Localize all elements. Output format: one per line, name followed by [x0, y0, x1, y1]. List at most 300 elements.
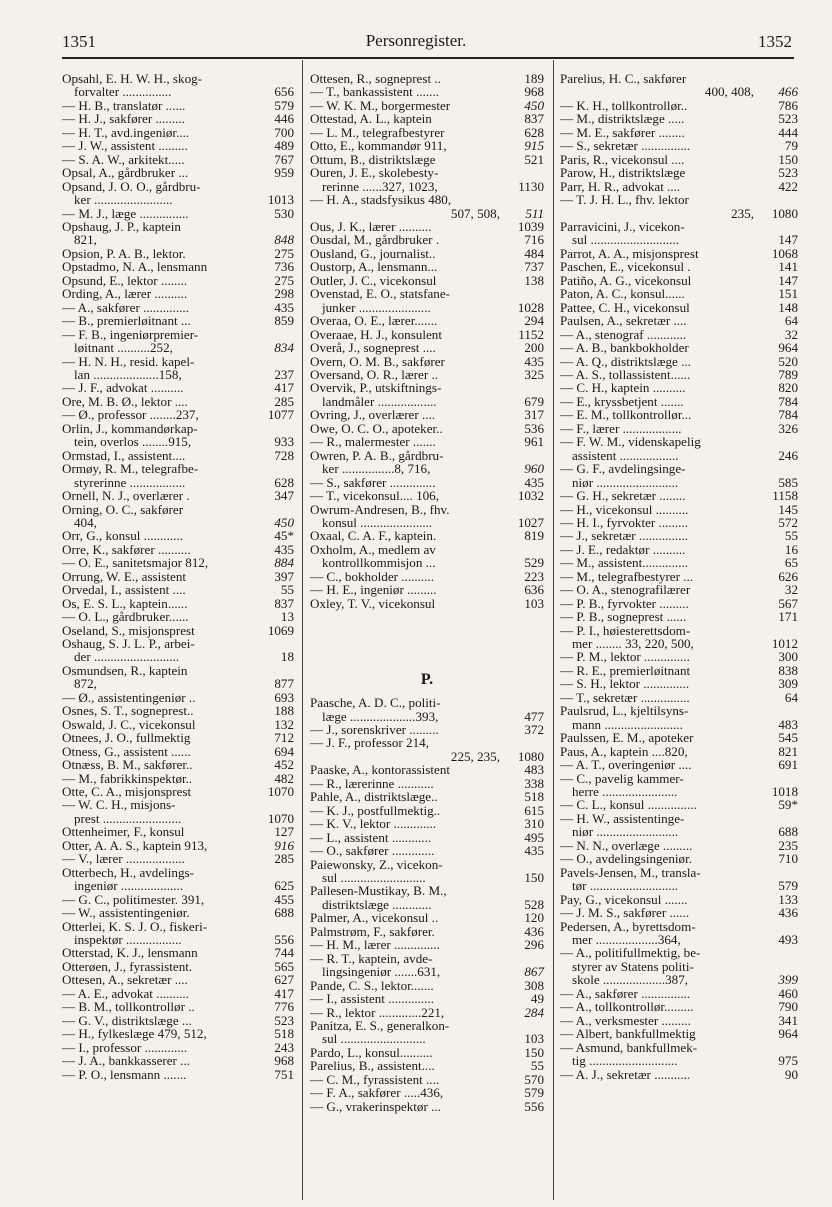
register-entry	[62, 1014, 294, 1027]
register-entry	[560, 1027, 798, 1040]
entry-text: Orvedal, I., assistent ....	[62, 582, 186, 598]
entry-page-number: 536	[524, 420, 544, 436]
register-entry	[560, 1068, 798, 1081]
entry-page-number: 1032	[517, 488, 544, 504]
register-entry	[62, 422, 294, 449]
entry-page-number: 326	[778, 420, 798, 436]
register-entry	[310, 992, 544, 1005]
entry-text: — A., politifullmektig, be- styrer av Statens politi- skole ...................387,	[560, 945, 701, 988]
entry-text: Ottum, B., distriktslæge	[310, 151, 436, 167]
entry-text: Paris, R., vicekonsul ....	[560, 151, 685, 167]
register-entry	[62, 960, 294, 973]
entry-page-number: 141	[778, 259, 798, 275]
entry-text: — P. I., høiesterettsdom- mer ........ 33, 220, 500,	[560, 622, 694, 652]
entry-page-number: 171	[778, 609, 798, 625]
entry-page-number: 59*	[778, 797, 798, 813]
register-entry	[560, 408, 798, 421]
entry-text: Opsund, E., lektor ........	[62, 272, 188, 288]
entry-page-number: 237	[274, 366, 294, 382]
entry-page-number: 820	[778, 380, 798, 396]
register-entry	[560, 893, 798, 906]
entry-page-number: 790	[778, 999, 798, 1015]
entry-page-number: 877	[274, 676, 294, 692]
register-entry	[560, 597, 798, 610]
entry-page-number: 1027	[517, 514, 544, 530]
register-entry	[62, 112, 294, 125]
register-entry	[310, 1059, 544, 1072]
entry-page-number: 435	[274, 541, 294, 557]
entry-text: Paschen, E., vicekonsul .	[560, 259, 691, 275]
entry-text: — M. J., læge ...............	[62, 205, 189, 221]
entry-text: — H., fylkeslæge 479, 512,	[62, 1026, 207, 1042]
register-entry	[310, 435, 544, 448]
entry-text: — P. B., fyrvokter .........	[560, 595, 689, 611]
entry-page-number: 466	[778, 84, 798, 100]
register-entry	[560, 920, 798, 947]
entry-page-number: 1013	[267, 192, 294, 208]
entry-text: Opsion, P. A. B., lektor.	[62, 245, 186, 261]
entry-page-number: 691	[778, 757, 798, 773]
register-entry	[62, 301, 294, 314]
entry-page-number: 693	[274, 689, 294, 705]
entry-text: Opstadmo, N. A., lensmann	[62, 259, 208, 275]
entry-text: Pallesen-Mustikay, B. M., distriktslæge ............	[310, 883, 447, 912]
entry-text: — I., professor .............	[62, 1039, 188, 1055]
entry-text: — H. A., stadsfysikus 480,	[310, 192, 452, 208]
entry-text: — G. H., sekretær ........	[560, 488, 686, 504]
entry-page-number: 1028	[517, 299, 544, 315]
register-entry	[62, 153, 294, 166]
register-entry	[560, 677, 798, 690]
register-entry	[560, 772, 798, 799]
register-entry	[310, 220, 544, 233]
entry-page-number: 821	[778, 743, 798, 759]
entry-page-number: 145	[778, 501, 798, 517]
entry-page-number: 710	[778, 851, 798, 867]
register-entry	[310, 583, 544, 596]
entry-text: — B., premierløitnant ...	[62, 313, 191, 329]
register-entry	[310, 341, 544, 354]
spacer	[310, 636, 544, 662]
register-entry	[62, 166, 294, 179]
register-entry	[560, 583, 798, 596]
entry-text: Ousdal, M., gårdbruker .	[310, 232, 440, 248]
entry-page-number: 482	[274, 770, 294, 786]
register-entry	[310, 247, 544, 260]
entry-text: Ottenheimer, F., konsul	[62, 824, 185, 840]
entry-text: Oxholm, A., medlem av kontrollkommisjon ...	[310, 541, 436, 571]
register-entry	[310, 476, 544, 489]
register-entry	[560, 422, 798, 435]
entry-page-number: 452	[274, 757, 294, 773]
entry-text: — R. E., premierløitnant	[560, 662, 691, 678]
entry-text: — I., assistent ..............	[310, 991, 435, 1007]
register-entry	[560, 624, 798, 651]
entry-page-number: 784	[778, 407, 798, 423]
register-entry	[62, 274, 294, 287]
register-entry	[62, 489, 294, 502]
entry-text: — J., sorenskriver .........	[310, 722, 439, 738]
register-entry	[310, 925, 544, 938]
entry-page-number: 736	[274, 259, 294, 275]
register-entry	[560, 462, 798, 489]
entry-text: Paus, A., kaptein ....820,	[560, 743, 688, 759]
register-entry	[560, 516, 798, 529]
entry-text: Paasche, A. D. C., politi- læge ....................393,	[310, 695, 441, 724]
entry-page-number: 450	[274, 514, 294, 530]
entry-text: Ousland, G., journalist..	[310, 245, 436, 261]
entry-page-number: 397	[274, 568, 294, 584]
register-entry	[560, 368, 798, 381]
register-entry	[310, 99, 544, 112]
entry-page-number: 150	[524, 1044, 544, 1060]
register-entry	[560, 503, 798, 516]
register-entry	[560, 381, 798, 394]
entry-page-number: 776	[274, 999, 294, 1015]
entry-text: — H. T., avd.ingeniør....	[62, 124, 190, 140]
register-entry	[560, 220, 798, 247]
register-entry	[310, 696, 544, 723]
entry-text: Pardo, L., konsul..........	[310, 1044, 433, 1060]
entry-text: Opshaug, J. P., kaptein 821,	[62, 218, 181, 248]
entry-text: — F., lærer ..................	[560, 420, 682, 436]
entry-text: Oustorp, A., lensmann...	[310, 259, 438, 275]
entry-page-number: 529	[524, 555, 544, 571]
register-entry	[62, 785, 294, 798]
entry-page-number: 1130	[518, 178, 544, 194]
register-entry	[62, 1027, 294, 1040]
entry-page-number: 716	[524, 232, 544, 248]
entry-page-number: 417	[274, 380, 294, 396]
entry-page-number: 960	[524, 461, 544, 477]
entry-page-number: 399	[778, 972, 798, 988]
entry-text: — A. J., sekretær ...........	[560, 1066, 691, 1082]
entry-page-number: 626	[778, 568, 798, 584]
entry-page-number: 628	[274, 474, 294, 490]
entry-text: — W., assistentingeniør.	[62, 905, 190, 921]
entry-page-number: 147	[778, 272, 798, 288]
register-entry	[310, 274, 544, 287]
register-entry	[62, 973, 294, 986]
entry-page-number: 32	[784, 326, 798, 342]
entry-page-number: 511	[525, 205, 544, 221]
entry-page-number: 975	[778, 1053, 798, 1069]
register-entry	[310, 166, 544, 193]
register-entry	[62, 99, 294, 112]
entry-page-number: 147	[778, 232, 798, 248]
entry-text: — O. A., stenografilærer	[560, 582, 691, 598]
entry-page-number: 567	[778, 595, 798, 611]
entry-text: — F. W. M., videnskapelig assistent ..................	[560, 434, 701, 463]
register-entry	[560, 112, 798, 125]
register-entry	[560, 812, 798, 839]
register-entry	[310, 570, 544, 583]
section-letter: P.	[420, 671, 434, 689]
entry-page-number: 495	[524, 829, 544, 845]
entry-text: — M., assistent..............	[560, 555, 689, 571]
entry-text: — M., fabrikkinspektør..	[62, 770, 193, 786]
register-entry	[560, 691, 798, 704]
entry-page-number: 325	[524, 366, 544, 382]
entry-page-number: 688	[778, 824, 798, 840]
entry-text: — L., assistent ............	[310, 829, 432, 845]
entry-page-number: 570	[524, 1071, 544, 1087]
entry-text: Ottesen, R., sogneprest ..	[310, 71, 441, 86]
entry-page-number: 138	[524, 272, 544, 288]
register-entry	[560, 1041, 798, 1068]
entry-text: Outler, J. C., vicekonsul	[310, 272, 437, 288]
entry-page-number: 49	[530, 991, 544, 1007]
entry-page-number: 275	[274, 272, 294, 288]
entry-text: Orning, O. C., sakfører 404,	[62, 501, 184, 530]
entry-text: — A. T., overingeniør ....	[560, 757, 692, 773]
entry-page-number: 751	[274, 1066, 294, 1082]
register-entry	[62, 745, 294, 758]
entry-text: Paaske, A., kontorassistent	[310, 762, 451, 778]
entry-text: Pattee, C. H., vicekonsul	[560, 299, 690, 315]
register-entry	[62, 1068, 294, 1081]
entry-text: Palmer, A., vicekonsul ..	[310, 910, 439, 926]
entry-text: — Ø., professor ........237,	[62, 407, 199, 423]
entry-page-number: 959	[274, 165, 294, 181]
entry-page-number: 789	[778, 366, 798, 382]
page-title: Personregister.	[365, 31, 467, 50]
entry-text: Pande, C. S., lektor.......	[310, 977, 434, 993]
entry-text: — H. M., lærer ..............	[310, 937, 440, 953]
entry-page-number: 489	[274, 138, 294, 154]
register-entry	[560, 570, 798, 583]
register-entry	[560, 274, 798, 287]
entry-page-number: 55	[280, 582, 294, 598]
register-entry	[62, 825, 294, 838]
register-entry	[310, 153, 544, 166]
entry-page-number: 1080	[517, 748, 544, 764]
entry-text: 235,	[731, 205, 754, 221]
register-entry	[62, 247, 294, 260]
entry-text: — O., avdelingsingeniør.	[560, 851, 693, 867]
entry-page-number: 189	[524, 71, 544, 86]
entry-page-number: 235	[778, 837, 798, 853]
entry-page-number: 455	[274, 891, 294, 907]
entry-text: Parow, H., distriktslæge	[560, 165, 686, 181]
register-entry	[310, 368, 544, 381]
register-entry	[62, 691, 294, 704]
entry-page-number: 1070	[267, 784, 294, 800]
register-entry	[62, 395, 294, 408]
entry-text: Otterlei, K. S. J. O., fiskeri- inspektør .................	[62, 918, 208, 947]
register-entry	[310, 597, 544, 610]
entry-page-number: 968	[274, 1053, 294, 1069]
entry-page-number: 298	[274, 286, 294, 302]
entry-text: — K. H., tollkontrollør..	[560, 97, 688, 113]
register-entry	[310, 126, 544, 139]
entry-page-number: 933	[274, 434, 294, 450]
entry-text: Oversand, O. R., lærer ..	[310, 366, 439, 382]
entry-page-number: 786	[778, 97, 798, 113]
register-entry	[560, 489, 798, 502]
entry-text: — H. J., sakfører .........	[62, 111, 185, 127]
register-entry	[310, 233, 544, 246]
entry-text: Overå, J., sogneprest ....	[310, 340, 436, 356]
entry-text: Oxley, T. V., vicekonsul	[310, 595, 436, 611]
entry-text: Osnes, S. T., sogneprest..	[62, 703, 194, 719]
register-entry	[310, 422, 544, 435]
register-entry	[310, 750, 544, 763]
entry-text: — E. M., tollkontrollør...	[560, 407, 692, 423]
entry-text: Overaae, H. J., konsulent	[310, 326, 442, 342]
entry-page-number: 585	[778, 474, 798, 490]
entry-text: — P. O., lensmann .......	[62, 1066, 187, 1082]
entry-page-number: 32	[784, 582, 798, 598]
entry-text: — C., pavelig kammer- herre .......................	[560, 770, 684, 800]
register-entry	[310, 763, 544, 776]
register-entry	[62, 852, 294, 865]
entry-page-number: 579	[778, 878, 798, 894]
register-entry	[62, 946, 294, 959]
entry-page-number: 627	[274, 972, 294, 988]
entry-page-number: 625	[274, 878, 294, 894]
entry-page-number: 556	[274, 932, 294, 947]
register-entry	[560, 166, 798, 179]
register-entry	[560, 798, 798, 811]
entry-text: — K. J., postfullmektig..	[310, 802, 441, 818]
register-entry	[560, 1014, 798, 1027]
entry-text: Ormstad, I., assistent....	[62, 447, 186, 463]
entry-text: — T., bankassistent .......	[310, 84, 439, 100]
entry-text: Paulsen, A., sekretær ....	[560, 313, 687, 329]
entry-page-number: 79	[784, 138, 798, 154]
entry-page-number: 435	[524, 474, 544, 490]
register-entry	[62, 597, 294, 610]
register-entry	[560, 180, 798, 193]
register-entry	[560, 852, 798, 865]
entry-text: — A., sakfører ..............	[62, 299, 189, 315]
entry-text: — G., vrakerinspektør ...	[310, 1098, 441, 1114]
entry-text: — J. E., redaktør ..........	[560, 541, 686, 557]
entry-text: — H. I., fyrvokter .........	[560, 514, 689, 530]
entry-text: Parrot, A. A., misjonsprest	[560, 245, 699, 261]
entry-text: Otter, A. A. S., kaptein 913,	[62, 837, 208, 853]
register-entry	[310, 543, 544, 570]
entry-page-number: 284	[524, 1004, 544, 1020]
entry-text: Ovring, J., overlærer ....	[310, 407, 436, 423]
entry-text: Ording, A., lærer ..........	[62, 286, 188, 302]
register-entry	[560, 260, 798, 273]
entry-page-number: 275	[274, 245, 294, 261]
entry-text: Ouren, J. E., skolebesty- rerinne ......327, 1023,	[310, 165, 439, 194]
register-entry	[560, 745, 798, 758]
entry-text: — C. L., konsul ...............	[560, 797, 697, 813]
entry-text: Owe, O. C. O., apoteker..	[310, 420, 443, 436]
register-entry	[62, 987, 294, 1000]
entry-text: Pahle, A., distriktslæge..	[310, 789, 438, 805]
register-entry	[560, 664, 798, 677]
entry-page-number: 18	[280, 649, 294, 665]
entry-text: — S., sekretær ...............	[560, 138, 691, 154]
entry-page-number: 483	[778, 716, 798, 732]
entry-page-number: 294	[524, 313, 544, 329]
entry-text: — Asmund, bankfullmek- tig ...........................	[560, 1039, 698, 1069]
entry-page-number: 628	[524, 124, 544, 140]
register-entry	[560, 355, 798, 368]
entry-text: — M., distriktslæge .....	[560, 111, 685, 127]
register-entry	[310, 503, 544, 530]
entry-page-number: 296	[524, 937, 544, 953]
entry-page-number: 308	[524, 977, 544, 993]
entry-page-number: 848	[274, 232, 294, 248]
entry-page-number: 300	[778, 649, 798, 665]
register-entry	[560, 946, 798, 986]
register-entry	[310, 139, 544, 152]
entry-text: Owren, P. A. B., gårdbru- ker ................8, 716,	[310, 447, 444, 477]
entry-text: — J. A., bankkasserer ...	[62, 1053, 191, 1069]
entry-page-number: 243	[274, 1039, 294, 1055]
entry-page-number: 1039	[517, 218, 544, 234]
entry-text: — A. E., advokat ..........	[62, 985, 189, 1001]
register-entry	[560, 395, 798, 408]
entry-text: Oshaug, S. J. L. P., arbei- der ..........................	[62, 636, 195, 665]
register-entry	[560, 731, 798, 744]
entry-text: — A., sakfører ...............	[560, 985, 691, 1001]
register-entry	[560, 1000, 798, 1013]
entry-text: — T., sekretær ...............	[560, 689, 690, 705]
entry-page-number: 223	[524, 568, 544, 584]
register-entry	[62, 139, 294, 152]
entry-page-number: 523	[274, 1012, 294, 1028]
entry-text: — F. B., ingeniørpremier- løitnant ..........252,	[62, 326, 199, 356]
entry-page-number: 132	[274, 716, 294, 732]
entry-text: — L. M., telegrafbestyrer	[310, 124, 445, 140]
register-entry	[560, 341, 798, 354]
register-entry	[310, 911, 544, 924]
entry-page-number: 837	[274, 595, 294, 611]
entry-text: 225, 235,	[450, 748, 500, 764]
entry-text: Pay, G., vicekonsul .......	[560, 891, 688, 907]
entry-page-number: 422	[778, 178, 798, 194]
entry-page-number: 446	[274, 111, 294, 127]
entry-page-number: 460	[778, 985, 798, 1001]
entry-page-number: 523	[778, 165, 798, 181]
entry-text: — O. E., sanitetsmajor 812,	[62, 555, 209, 571]
entry-page-number: 784	[778, 393, 798, 409]
entry-page-number: 744	[274, 945, 294, 961]
register-entry	[560, 193, 798, 206]
entry-page-number: 579	[524, 1085, 544, 1101]
entry-text: — G. C., politimester. 391,	[62, 891, 205, 907]
register-entry	[560, 543, 798, 556]
register-entry	[310, 381, 544, 408]
entry-page-number: 435	[524, 843, 544, 859]
entry-page-number: 64	[784, 689, 798, 705]
register-entry	[560, 328, 798, 341]
entry-page-number: 1080	[771, 205, 798, 221]
register-entry	[62, 839, 294, 852]
register-entry	[310, 1006, 544, 1019]
entry-text: Ornell, N. J., overlærer .	[62, 488, 190, 504]
register-entry	[62, 704, 294, 717]
register-entry	[560, 301, 798, 314]
register-entry	[560, 126, 798, 139]
entry-page-number: 545	[778, 730, 798, 746]
entry-text: — J. F., advokat ..........	[62, 380, 184, 396]
entry-page-number: 1012	[771, 636, 798, 652]
entry-page-number: 150	[524, 870, 544, 886]
entry-text: — V., lærer ..................	[62, 851, 185, 867]
entry-page-number: 521	[524, 151, 544, 167]
register-entry	[62, 126, 294, 139]
register-entry	[560, 287, 798, 300]
register-entry	[62, 260, 294, 273]
